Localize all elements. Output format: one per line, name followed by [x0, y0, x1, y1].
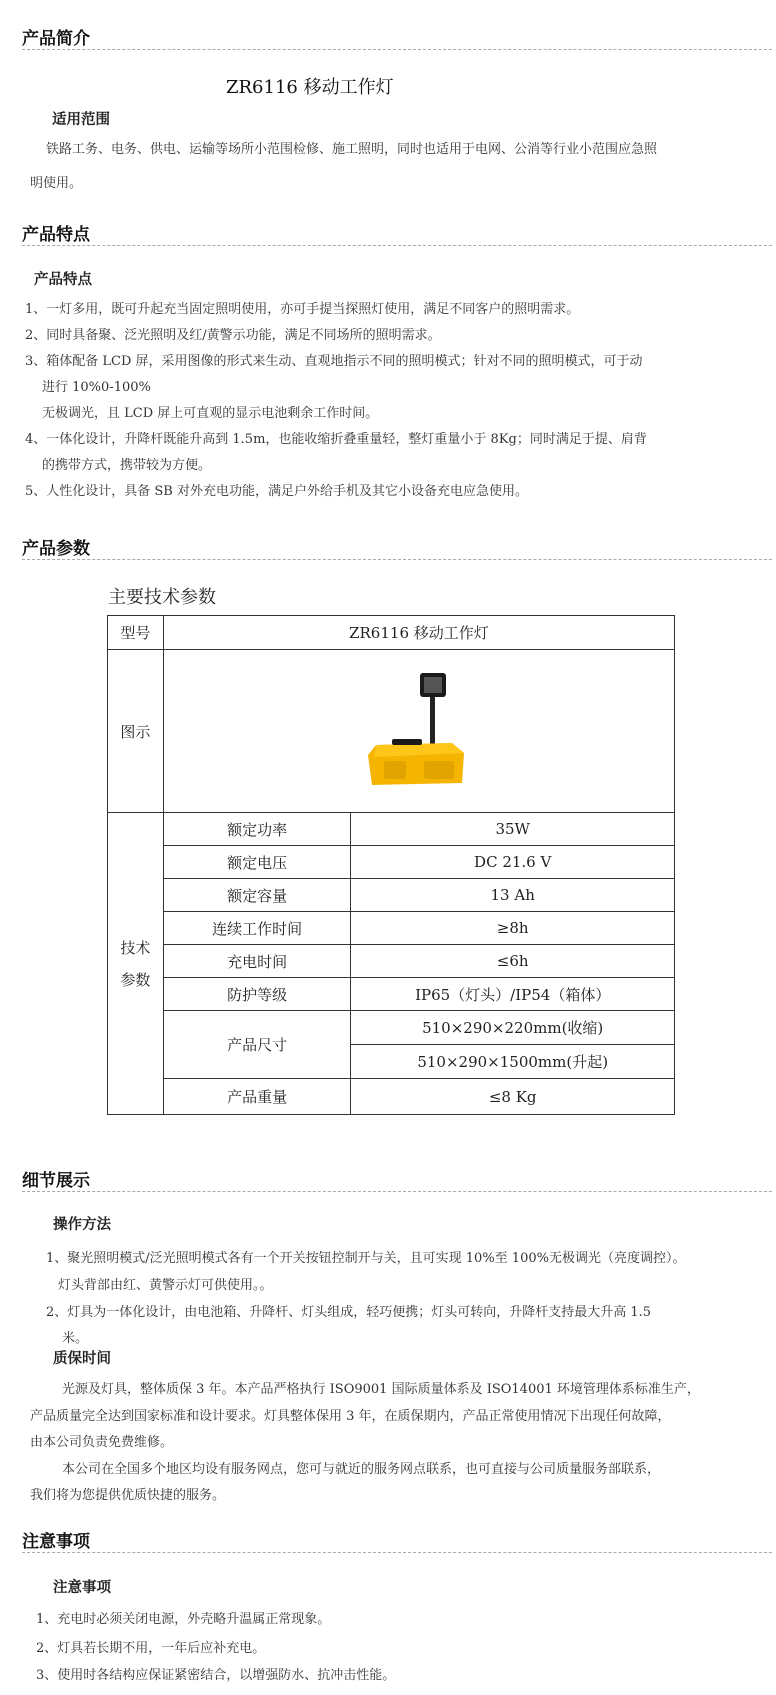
feature-line: 进行 10%0-100% [42, 380, 151, 395]
warranty-line: 产品质量完全达到国家标准和设计要求。灯具整体保用 3 年，在质保期内，产品正常使用情况下出现任何故障， [30, 1409, 671, 1424]
section-header-params [0, 534, 776, 560]
dashed-divider [22, 1552, 772, 1553]
note-line: 3、使用时各结构应保证紧密结合，以增强防水、抗冲击性能。 [36, 1668, 396, 1683]
feature-line: 的携带方式，携带较为方便。 [42, 458, 212, 473]
feature-line: 2、同时具备聚、泛光照明及红/黄警示功能，满足不同场所的照明需求。 [25, 328, 441, 343]
section-title: 产品参数 [22, 539, 90, 559]
param-value: IP65（灯头）/IP54（箱体） [351, 978, 675, 1011]
table-row [108, 1011, 675, 1045]
param-name: 连续工作时间 [163, 912, 351, 945]
operation-line: 1、聚光照明模式/泛光照明模式各有一个开关按钮控制开与关，且可实现 10%至 100%无极调光（亮度调控）。 [46, 1251, 686, 1266]
param-value: 35W [351, 813, 675, 846]
scope-text-line: 明使用。 [30, 176, 83, 191]
warranty-line: 本公司在全国多个地区均设有服务网点，您可与就近的服务网点联系，也可直接与公司质量服务部联系， [62, 1462, 661, 1477]
warranty-line: 光源及灯具，整体质保 3 年。本产品严格执行 ISO9001 国际质量体系及 ISO14001 环境管理体系标准生产， [62, 1382, 700, 1397]
note-line: 2、灯具若长期不用，一年后应补充电。 [36, 1641, 266, 1656]
param-value: ≥8h [351, 912, 675, 945]
note-line: 1、充电时必须关闭电源，外壳略升温属正常现象。 [36, 1612, 331, 1627]
warranty-heading: 质保时间 [53, 1351, 111, 1367]
feature-line: 3、箱体配备 LCD 屏，采用图像的形式来生动、直观地指示不同的照明模式；针对不同的照明模式，可于动 [25, 354, 643, 369]
table-row [108, 650, 675, 813]
dashed-divider [22, 559, 772, 560]
section-header-features [0, 220, 776, 246]
dashed-divider [22, 245, 772, 246]
table-row [108, 1079, 675, 1115]
operation-heading: 操作方法 [53, 1217, 111, 1233]
tech-params-label: 技术 参数 [108, 813, 164, 1115]
operation-line: 灯头背部由红、黄警示灯可供使用。。 [58, 1278, 273, 1293]
param-name: 产品尺寸 [163, 1011, 351, 1079]
feature-line: 5、人性化设计，具备 SB 对外充电功能，满足户外给手机及其它小设备充电应急使用。 [25, 484, 528, 499]
dashed-divider [22, 49, 772, 50]
table-row [108, 978, 675, 1011]
param-name: 额定电压 [163, 846, 351, 879]
params-heading: 主要技术参数 [108, 587, 216, 608]
scope-heading: 适用范围 [52, 112, 110, 128]
feature-line: 4、一体化设计，升降杆既能升高到 1.5m，也能收缩折叠重量轻，整灯重量小于 8Kg；同时满足于提、肩背 [25, 432, 647, 447]
section-header-intro [0, 24, 776, 50]
table-row [108, 846, 675, 879]
param-value: 510×290×220mm(收缩) [351, 1011, 675, 1045]
table-row [108, 912, 675, 945]
notes-heading: 注意事项 [53, 1580, 111, 1596]
section-title: 产品特点 [22, 225, 90, 245]
param-value: ≤6h [351, 945, 675, 978]
model-label: 型号 [108, 616, 164, 650]
warranty-line: 由本公司负责免费维修。 [30, 1435, 174, 1450]
section-title: 细节展示 [22, 1171, 90, 1191]
product-title: ZR6116 移动工作灯 [226, 77, 394, 98]
section-header-notes [0, 1527, 776, 1553]
scope-text-line: 铁路工务、电务、供电、运输等场所小范围检修、施工照明，同时也适用于电网、公消等行业小范围应急照 [46, 142, 658, 157]
table-row [108, 616, 675, 650]
spec-table [107, 615, 675, 1115]
param-value: 510×290×1500mm(升起) [351, 1045, 675, 1079]
lamp-product-image [364, 671, 474, 791]
table-row [108, 813, 675, 846]
param-name: 额定容量 [163, 879, 351, 912]
param-name: 充电时间 [163, 945, 351, 978]
section-title: 注意事项 [22, 1532, 90, 1552]
section-title: 产品简介 [22, 29, 90, 49]
param-name: 额定功率 [163, 813, 351, 846]
param-name: 产品重量 [163, 1079, 351, 1115]
dashed-divider [22, 1191, 772, 1192]
operation-line: 米。 [62, 1331, 89, 1346]
feature-line: 1、一灯多用，既可升起充当固定照明使用，亦可手提当探照灯使用，满足不同客户的照明需求。 [25, 302, 580, 317]
model-value: ZR6116 移动工作灯 [163, 616, 674, 650]
image-label: 图示 [108, 650, 164, 813]
warranty-line: 我们将为您提供优质快捷的服务。 [30, 1488, 226, 1503]
operation-line: 2、灯具为一体化设计，由电池箱、升降杆、灯头组成，轻巧便携；灯头可转向，升降杆支持最大升高 1.5 [46, 1305, 652, 1320]
section-header-details [0, 1166, 776, 1192]
table-row [108, 879, 675, 912]
table-row [108, 945, 675, 978]
feature-line: 无极调光，且 LCD 屏上可直观的显示电池剩余工作时间。 [42, 406, 379, 421]
param-value: DC 21.6 V [351, 846, 675, 879]
product-image-cell [163, 650, 674, 813]
features-heading: 产品特点 [34, 272, 92, 288]
param-value: ≤8 Kg [351, 1079, 675, 1115]
param-name: 防护等级 [163, 978, 351, 1011]
param-value: 13 Ah [351, 879, 675, 912]
